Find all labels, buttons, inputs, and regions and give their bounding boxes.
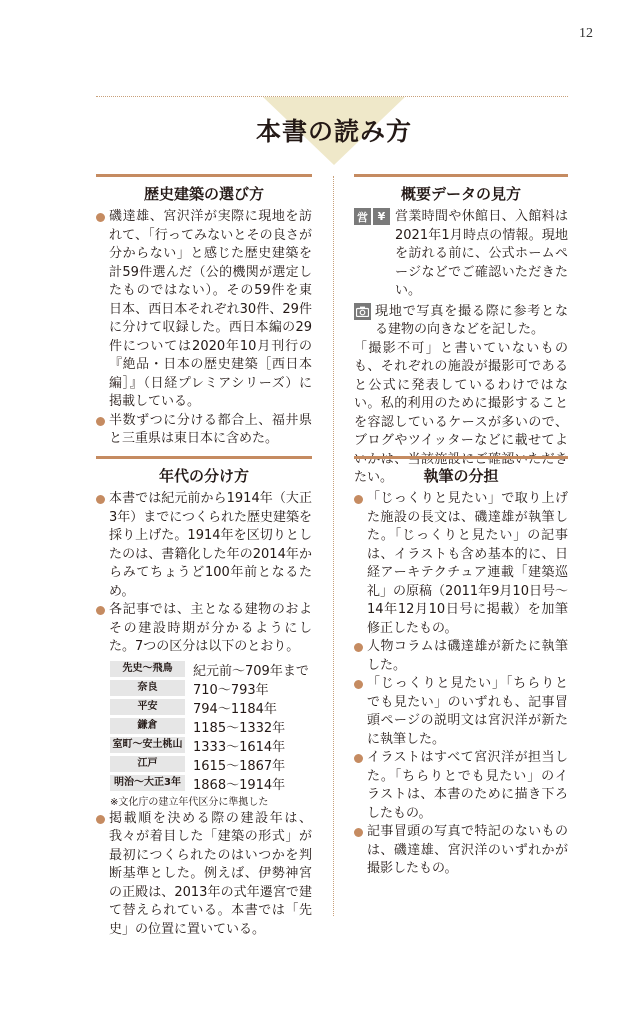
bullet-item: イラストはすべて宮沢洋が担当した。「ちらりとでも見たい」のイラストは、本書のために描き下ろしたもの。 [354, 749, 568, 823]
period-row [110, 755, 312, 774]
period-range: 710～793年 [193, 682, 269, 698]
business-hours-icon: 営 [354, 208, 371, 225]
period-row [110, 736, 312, 755]
bullet-item: 記事冒頭の写真で特記のないものは、磯達雄、宮沢洋のいずれかが撮影したもの。 [354, 823, 568, 879]
period-row [110, 774, 312, 793]
camera-icon [354, 303, 371, 320]
hours-text: 営業時間や休館日、入館料は2021年1月時点の情報。現地を訪れる前に、公式ホームページなどでご確認いただきたい。 [395, 209, 568, 298]
section-heading: 年代の分け方 [158, 467, 249, 485]
period-label: 明治～大正3年 [110, 775, 185, 791]
period-range: 1333～1614年 [193, 739, 286, 755]
period-row [110, 679, 312, 698]
period-row [110, 698, 312, 717]
bullet-item: 各記事では、主となる建物のおよその建設時期が分かるようにした。7つの区分は以下のとおり。 [96, 601, 312, 657]
section-heading: 概要データの見方 [400, 185, 521, 203]
column-divider [333, 176, 334, 916]
period-range: 紀元前～709年まで [193, 663, 309, 679]
hours-info [354, 208, 568, 301]
bullet-item: 磯達雄、宮沢洋が実際に現地を訪れて、「行ってみないとその良さが分からない」と感じた歴史建築を計59件選んだ（公的機関が選定したものではない）。その59件を東日本、西日本それぞれ30件、29件に分けて収録した。西日本編の29件については2020年10月刊行の『絶品・日本の歴史建築［西日本編］』（日経プレミアシリーズ）に掲載している。 [96, 208, 312, 412]
period-row [110, 717, 312, 736]
section-overview [354, 174, 568, 488]
bullet-item: 「じっくりと見たい」で取り上げた施設の長文は、磯達雄が執筆した。「じっくりと見たい」の記事は、イラストも含め基本的に、日経アーキテクチュア連載「建築巡礼」の原稿（2011年9月10日号～14年12月10日号に掲載）を加筆修正したもの。 [354, 490, 568, 638]
camera-text: 現地で写真を撮る際に参考となる建物の向きなどを記した。 [375, 303, 568, 337]
bullet-item: 「じっくりと見たい」「ちらりとでも見たい」のいずれも、記事冒頭ページの説明文は宮沢洋が新たに執筆した。 [354, 675, 568, 749]
period-range: 794～1184年 [193, 701, 277, 717]
period-range: 1185～1332年 [193, 720, 286, 736]
section-selection [96, 174, 312, 449]
bullet-item: 半数ずつに分ける都合上、福井県と三重県は東日本に含めた。 [96, 412, 312, 449]
period-label: 室町～安土桃山 [110, 737, 185, 753]
period-label: 平安 [110, 699, 185, 715]
camera-info [354, 303, 568, 340]
period-table [110, 660, 312, 793]
bullet-item: 本書では紀元前から1914年（大正3年）までにつくられた歴史建築を採り上げた。1914年を区切りとしたのは、書籍化した年の2014年からみてちょうど100年前となるため。 [96, 490, 312, 601]
yen-icon: ¥ [373, 208, 390, 225]
section-authors [354, 456, 568, 879]
period-label: 鎌倉 [110, 718, 185, 734]
period-label: 先史～飛鳥 [110, 661, 185, 677]
overview-body: 「撮影不可」と書いていないものも、それぞれの施設が撮影可であると公式に発表しているわけではない。私的利用のために撮影することを容認しているケースが多いので、ブログやツイッターなどに載せてよいかは、当該施設にご確認いただきたい。 [354, 340, 568, 485]
period-range: 1615～1867年 [193, 758, 286, 774]
section-heading: 歴史建築の選び方 [143, 185, 264, 203]
section-era [96, 456, 312, 939]
period-row [110, 660, 312, 679]
period-label: 奈良 [110, 680, 185, 696]
bullet-item: 人物コラムは磯達雄が新たに執筆した。 [354, 638, 568, 675]
period-range: 1868～1914年 [193, 777, 286, 793]
period-note: ※文化庁の建立年代区分に準拠した [110, 796, 269, 808]
page-title: 本書の読み方 [255, 117, 412, 146]
period-label: 江戸 [110, 756, 185, 772]
bullet-item: 掲載順を決める際の建設年は、我々が着目した「建築の形式」が最初につくられたのはいつかを判断基準とした。例えば、伊勢神宮の正殿は、2013年の式年遷宮で建て替えられている。本書では「先史」の位置に置いている。 [96, 810, 312, 940]
section-heading: 執筆の分担 [423, 467, 499, 485]
page-number: 12 [579, 26, 593, 41]
